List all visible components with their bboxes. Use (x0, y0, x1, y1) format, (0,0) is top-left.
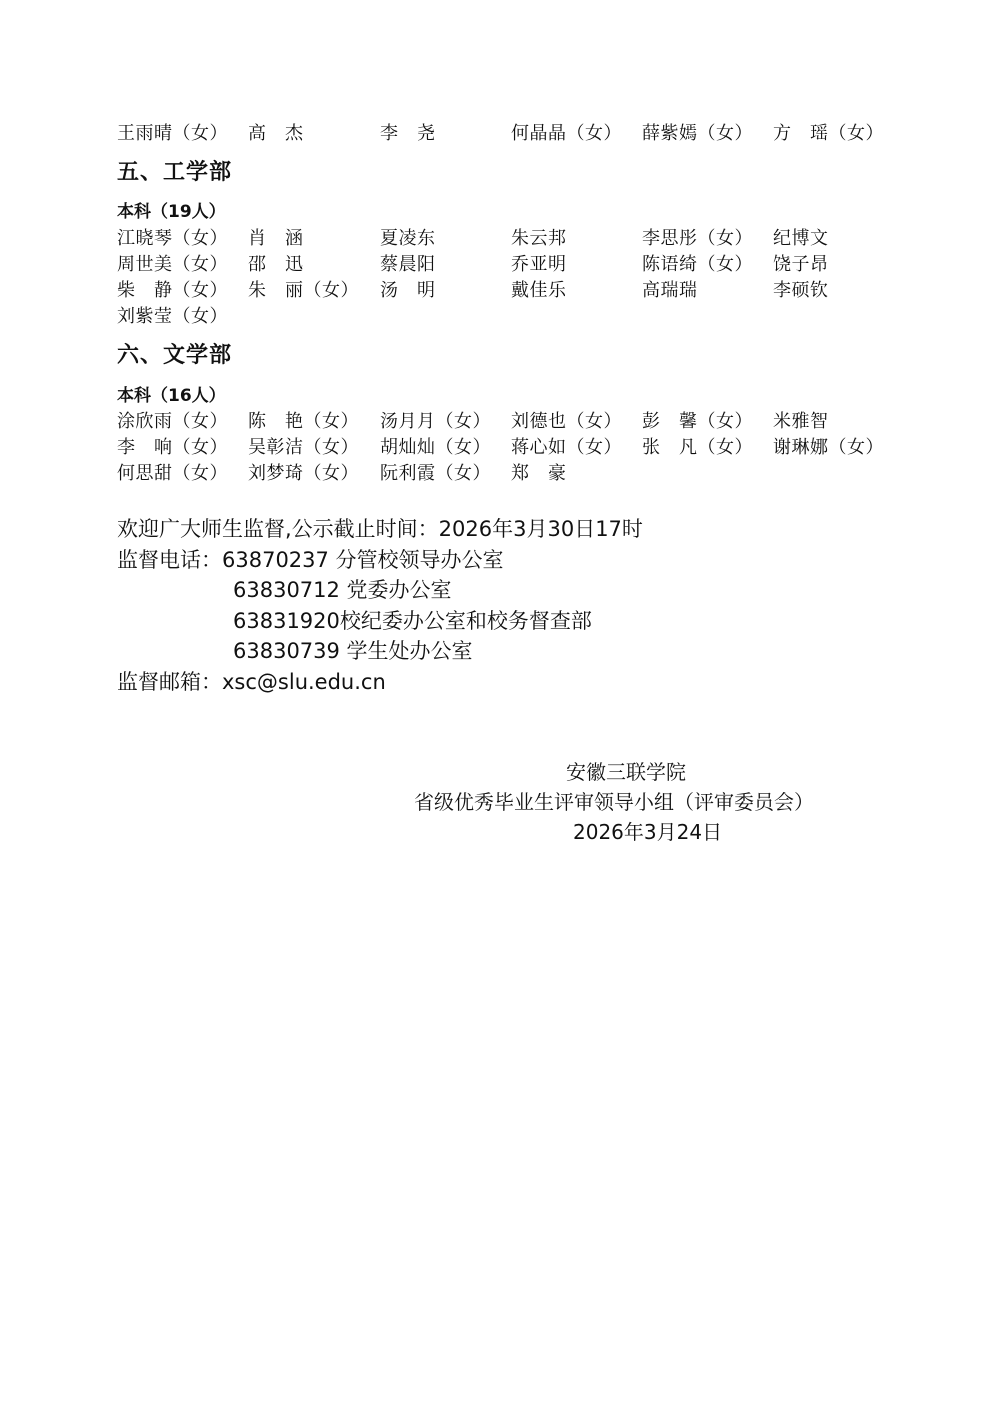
student-name: 柴 静（女） (117, 280, 228, 301)
student-name: 何思甜（女） (117, 463, 228, 484)
student-name: 米雅智 (773, 411, 829, 432)
student-name: 饶子昂 (773, 254, 829, 275)
signature-org: 安徽三联学院 (566, 760, 686, 784)
student-name: 肖 涵 (248, 228, 304, 249)
student-name: 邵 迅 (248, 254, 304, 275)
student-name: 何晶晶（女） (511, 123, 622, 144)
name-row (117, 121, 897, 147)
student-name: 张 凡（女） (642, 437, 753, 458)
student-name: 蔡晨阳 (380, 254, 436, 275)
student-name: 方 瑶（女） (773, 123, 884, 144)
phone-line (117, 545, 643, 576)
signature-committee: 省级优秀毕业生评审领导小组（评审委员会） (414, 790, 814, 814)
phone-entry: 63830712 党委办公室 (233, 578, 452, 602)
student-name: 夏凌东 (380, 228, 436, 249)
student-name: 朱云邦 (511, 228, 567, 249)
phone-entry: 63831920校纪委办公室和校务督查部 (233, 608, 592, 633)
section-heading-engineering: 五、工学部 (117, 160, 233, 185)
name-row (117, 409, 897, 435)
phone-entry: 63830739 学生处办公室 (233, 639, 473, 663)
student-name: 朱 丽（女） (248, 280, 359, 301)
section-heading-literature: 六、文学部 (117, 343, 233, 368)
student-name: 刘德也（女） (511, 411, 622, 432)
name-list-engineering (117, 226, 897, 330)
student-name: 李思彤（女） (642, 228, 753, 249)
student-name: 吴彰洁（女） (248, 437, 359, 458)
name-list-literature (117, 409, 897, 487)
student-name: 彭 馨（女） (642, 411, 753, 432)
student-name: 刘紫莹（女） (117, 306, 228, 327)
student-name: 江晓琴（女） (117, 228, 228, 249)
name-row (117, 461, 897, 487)
name-row (117, 304, 897, 330)
student-name: 刘梦琦（女） (248, 463, 359, 484)
name-row (117, 435, 897, 461)
student-name: 纪博文 (773, 228, 829, 249)
phone-entry: 63870237 分管校领导办公室 (222, 547, 504, 572)
student-name: 周世美（女） (117, 254, 228, 275)
section-subheading-undergrad: 本科（16人） (117, 386, 226, 406)
phone-label: 监督电话： (117, 547, 222, 572)
student-name: 薛紫嫣（女） (642, 123, 753, 144)
name-row (117, 226, 897, 252)
student-name: 李硕钦 (773, 280, 829, 301)
student-name: 高 杰 (248, 123, 304, 144)
student-name: 李 尧 (380, 123, 436, 144)
student-name: 胡灿灿（女） (380, 437, 491, 458)
student-name: 蒋心如（女） (511, 437, 622, 458)
deadline-text: 欢迎广大师生监督,公示截止时间：2026年3月30日17时 (117, 517, 643, 541)
name-row (117, 252, 897, 278)
student-name: 汤 明 (380, 280, 436, 301)
section-subheading-undergrad: 本科（19人） (117, 202, 226, 222)
student-name: 高瑞瑞 (642, 280, 698, 301)
student-name: 谢琳娜（女） (773, 437, 884, 458)
student-name: 李 响（女） (117, 437, 228, 458)
student-name: 阮利霞（女） (380, 463, 491, 484)
name-row (117, 278, 897, 304)
email-line: 监督邮箱：xsc@slu.edu.cn (117, 669, 386, 694)
student-name: 陈语绮（女） (642, 254, 753, 275)
signature-date: 2026年3月24日 (573, 820, 723, 844)
student-name: 乔亚明 (511, 254, 567, 275)
student-name: 涂欣雨（女） (117, 411, 228, 432)
student-name: 汤月月（女） (380, 411, 491, 432)
name-list-continued (117, 121, 897, 147)
student-name: 王雨晴（女） (117, 123, 228, 144)
student-name: 郑 豪 (511, 463, 567, 484)
student-name: 陈 艳（女） (248, 411, 359, 432)
student-name: 戴佳乐 (511, 280, 567, 301)
supervision-notice (117, 514, 643, 697)
